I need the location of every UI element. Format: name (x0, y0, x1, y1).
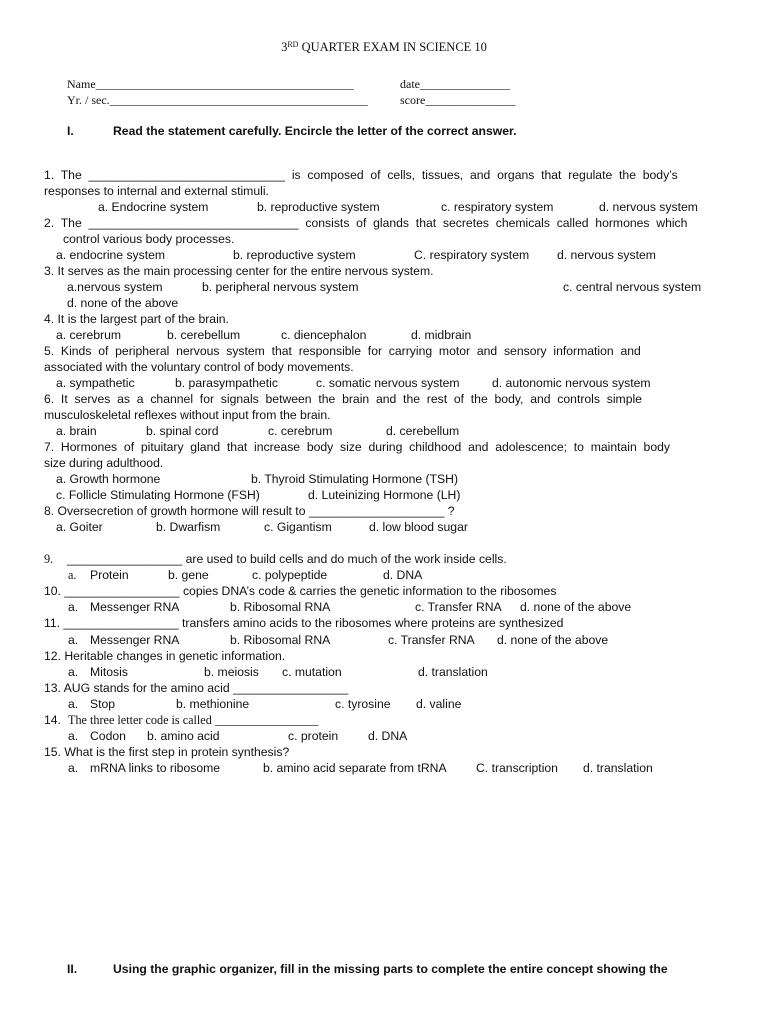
q12-choice-a: Mitosis (90, 665, 128, 679)
q12-choice-b: b. meiosis (204, 665, 259, 679)
part1-numeral: I. (67, 124, 74, 138)
question-1: 1. The _____________________________ is composed of cells, tissues, and organs that regulate the body’s (44, 168, 678, 182)
q12-choice-c: c. mutation (282, 665, 342, 679)
date-field: date_______________ (400, 77, 510, 91)
question-10: 10. _________________ copies DNA’s code & carries the genetic information to the ribosomes (44, 584, 557, 598)
part2-numeral: II. (67, 962, 78, 976)
q7-choice-a: a. Growth hormone (56, 472, 161, 486)
q9-choice-a: Protein (90, 568, 129, 582)
q14-letter-a: a. (68, 729, 79, 743)
question-12: 12. Heritable changes in genetic information. (44, 649, 286, 663)
question-15: 15. What is the first step in protein synthesis? (44, 745, 290, 759)
q13-choice-d: d. valine (416, 697, 462, 711)
exam-title: 3RD QUARTER EXAM IN SCIENCE 10 (281, 40, 487, 54)
question-6: 6. It serves as a channel for signals between the brain and the rest of the body, and controls simple (44, 392, 642, 406)
q5-choice-b: b. parasympathetic (175, 376, 278, 390)
q15-choice-c: C. transcription (476, 761, 558, 775)
question-7-cont: size during adulthood. (44, 456, 164, 470)
q5-choice-c: c. somatic nervous system (316, 376, 460, 390)
question-9: _________________ are used to build cells and do much of the work inside cells. (67, 552, 507, 566)
q8-choice-c: c. Gigantism (264, 520, 332, 534)
question-14-number: 14. (44, 713, 61, 727)
q11-choice-d: d. none of the above (497, 633, 609, 647)
q11-letter-a: a. (68, 633, 79, 647)
q6-choice-c: c. cerebrum (268, 424, 333, 438)
question-1-cont: responses to internal and external stimuli. (44, 184, 269, 198)
name-field: Name___________________________________________ (67, 77, 354, 91)
q1-choice-a: a. Endocrine system (98, 200, 209, 214)
part1-instruction: Read the statement carefully. Encircle the letter of the correct answer. (113, 124, 517, 138)
q2-choice-c: C. respiratory system (414, 248, 530, 262)
q5-choice-d: d. autonomic nervous system (492, 376, 651, 390)
q2-choice-a: a. endocrine system (56, 248, 166, 262)
q1-choice-b: b. reproductive system (257, 200, 380, 214)
q15-choice-d: d. translation (583, 761, 653, 775)
part2-instruction: Using the graphic organizer, fill in the missing parts to complete the entire concept showing the (113, 962, 668, 976)
q7-choice-b: b. Thyroid Stimulating Hormone (TSH) (251, 472, 459, 486)
q9-choice-d: d. DNA (383, 568, 423, 582)
q3-choice-a: a.nervous system (67, 280, 163, 294)
q12-choice-d: d. translation (418, 665, 488, 679)
question-2: 2. The _______________________________ consists of glands that secretes chemicals called hormones which (44, 216, 688, 230)
q3-choice-d: d. none of the above (67, 296, 179, 310)
q10-choice-b: b. Ribosomal RNA (230, 600, 331, 614)
q6-choice-d: d. cerebellum (386, 424, 460, 438)
question-3: 3. It serves as the main processing center for the entire nervous system. (44, 264, 434, 278)
year-section-field: Yr. / sec.___________________________________________ (67, 93, 368, 107)
q14-choice-a: Codon (90, 729, 126, 743)
q11-choice-c: c. Transfer RNA (388, 633, 475, 647)
q11-choice-b: b. Ribosomal RNA (230, 633, 331, 647)
q10-choice-c: c. Transfer RNA (415, 600, 502, 614)
q5-choice-a: a. sympathetic (56, 376, 135, 390)
q10-choice-d: d. none of the above (520, 600, 632, 614)
q9-letter-a: a. (68, 568, 77, 582)
question-4: 4. It is the largest part of the brain. (44, 312, 229, 326)
q11-choice-a: Messenger RNA (90, 633, 180, 647)
q8-choice-d: d. low blood sugar (369, 520, 468, 534)
q15-choice-a: mRNA links to ribosome (90, 761, 221, 775)
q1-choice-c: c. respiratory system (441, 200, 554, 214)
q1-choice-d: d. nervous system (599, 200, 698, 214)
question-14: The three letter code is called _________________ (68, 713, 319, 727)
q6-choice-a: a. brain (56, 424, 97, 438)
q4-choice-c: c. diencephalon (281, 328, 367, 342)
q4-choice-d: d. midbrain (411, 328, 472, 342)
q9-choice-c: c. polypeptide (252, 568, 328, 582)
q8-choice-a: a. Goiter (56, 520, 103, 534)
question-6-cont: musculoskeletal reflexes without input from the brain. (44, 408, 331, 422)
question-13: 13. AUG stands for the amino acid _________________ (44, 681, 349, 695)
q14-choice-d: d. DNA (368, 729, 408, 743)
q14-choice-c: c. protein (288, 729, 339, 743)
question-8: 8. Oversecretion of growth hormone will result to ____________________ ? (44, 504, 455, 518)
q2-choice-b: b. reproductive system (233, 248, 356, 262)
question-11: 11. _________________ transfers amino acids to the ribosomes where proteins are synthesized (44, 616, 564, 630)
q15-choice-b: b. amino acid separate from tRNA (263, 761, 447, 775)
q14-choice-b: b. amino acid (147, 729, 220, 743)
q3-choice-c: c. central nervous system (563, 280, 702, 294)
q9-choice-b: b. gene (168, 568, 209, 582)
score-field: score_______________ (400, 93, 516, 107)
q6-choice-b: b. spinal cord (146, 424, 219, 438)
question-9-number: 9. (44, 552, 54, 566)
q13-choice-c: c. tyrosine (335, 697, 391, 711)
q13-letter-a: a. (68, 697, 79, 711)
q13-choice-a: Stop (90, 697, 116, 711)
q3-choice-b: b. peripheral nervous system (202, 280, 359, 294)
q4-choice-b: b. cerebellum (167, 328, 241, 342)
q10-letter-a: a. (68, 600, 79, 614)
q15-letter-a: a. (68, 761, 79, 775)
question-7: 7. Hormones of pituitary gland that increase body size during childhood and adolescence; to maintain body (44, 440, 670, 454)
q10-choice-a: Messenger RNA (90, 600, 180, 614)
q2-choice-d: d. nervous system (557, 248, 656, 262)
question-5-cont: associated with the voluntary control of body movements. (44, 360, 354, 374)
q4-choice-a: a. cerebrum (56, 328, 122, 342)
q7-choice-c: c. Follicle Stimulating Hormone (FSH) (56, 488, 260, 502)
question-5: 5. Kinds of peripheral nervous system that responsible for carrying motor and sensory information and (44, 344, 641, 358)
q8-choice-b: b. Dwarfism (156, 520, 221, 534)
q13-choice-b: b. methionine (176, 697, 250, 711)
q7-choice-d: d. Luteinizing Hormone (LH) (308, 488, 461, 502)
q12-letter-a: a. (68, 665, 79, 679)
question-2-cont: control various body processes. (63, 232, 235, 246)
